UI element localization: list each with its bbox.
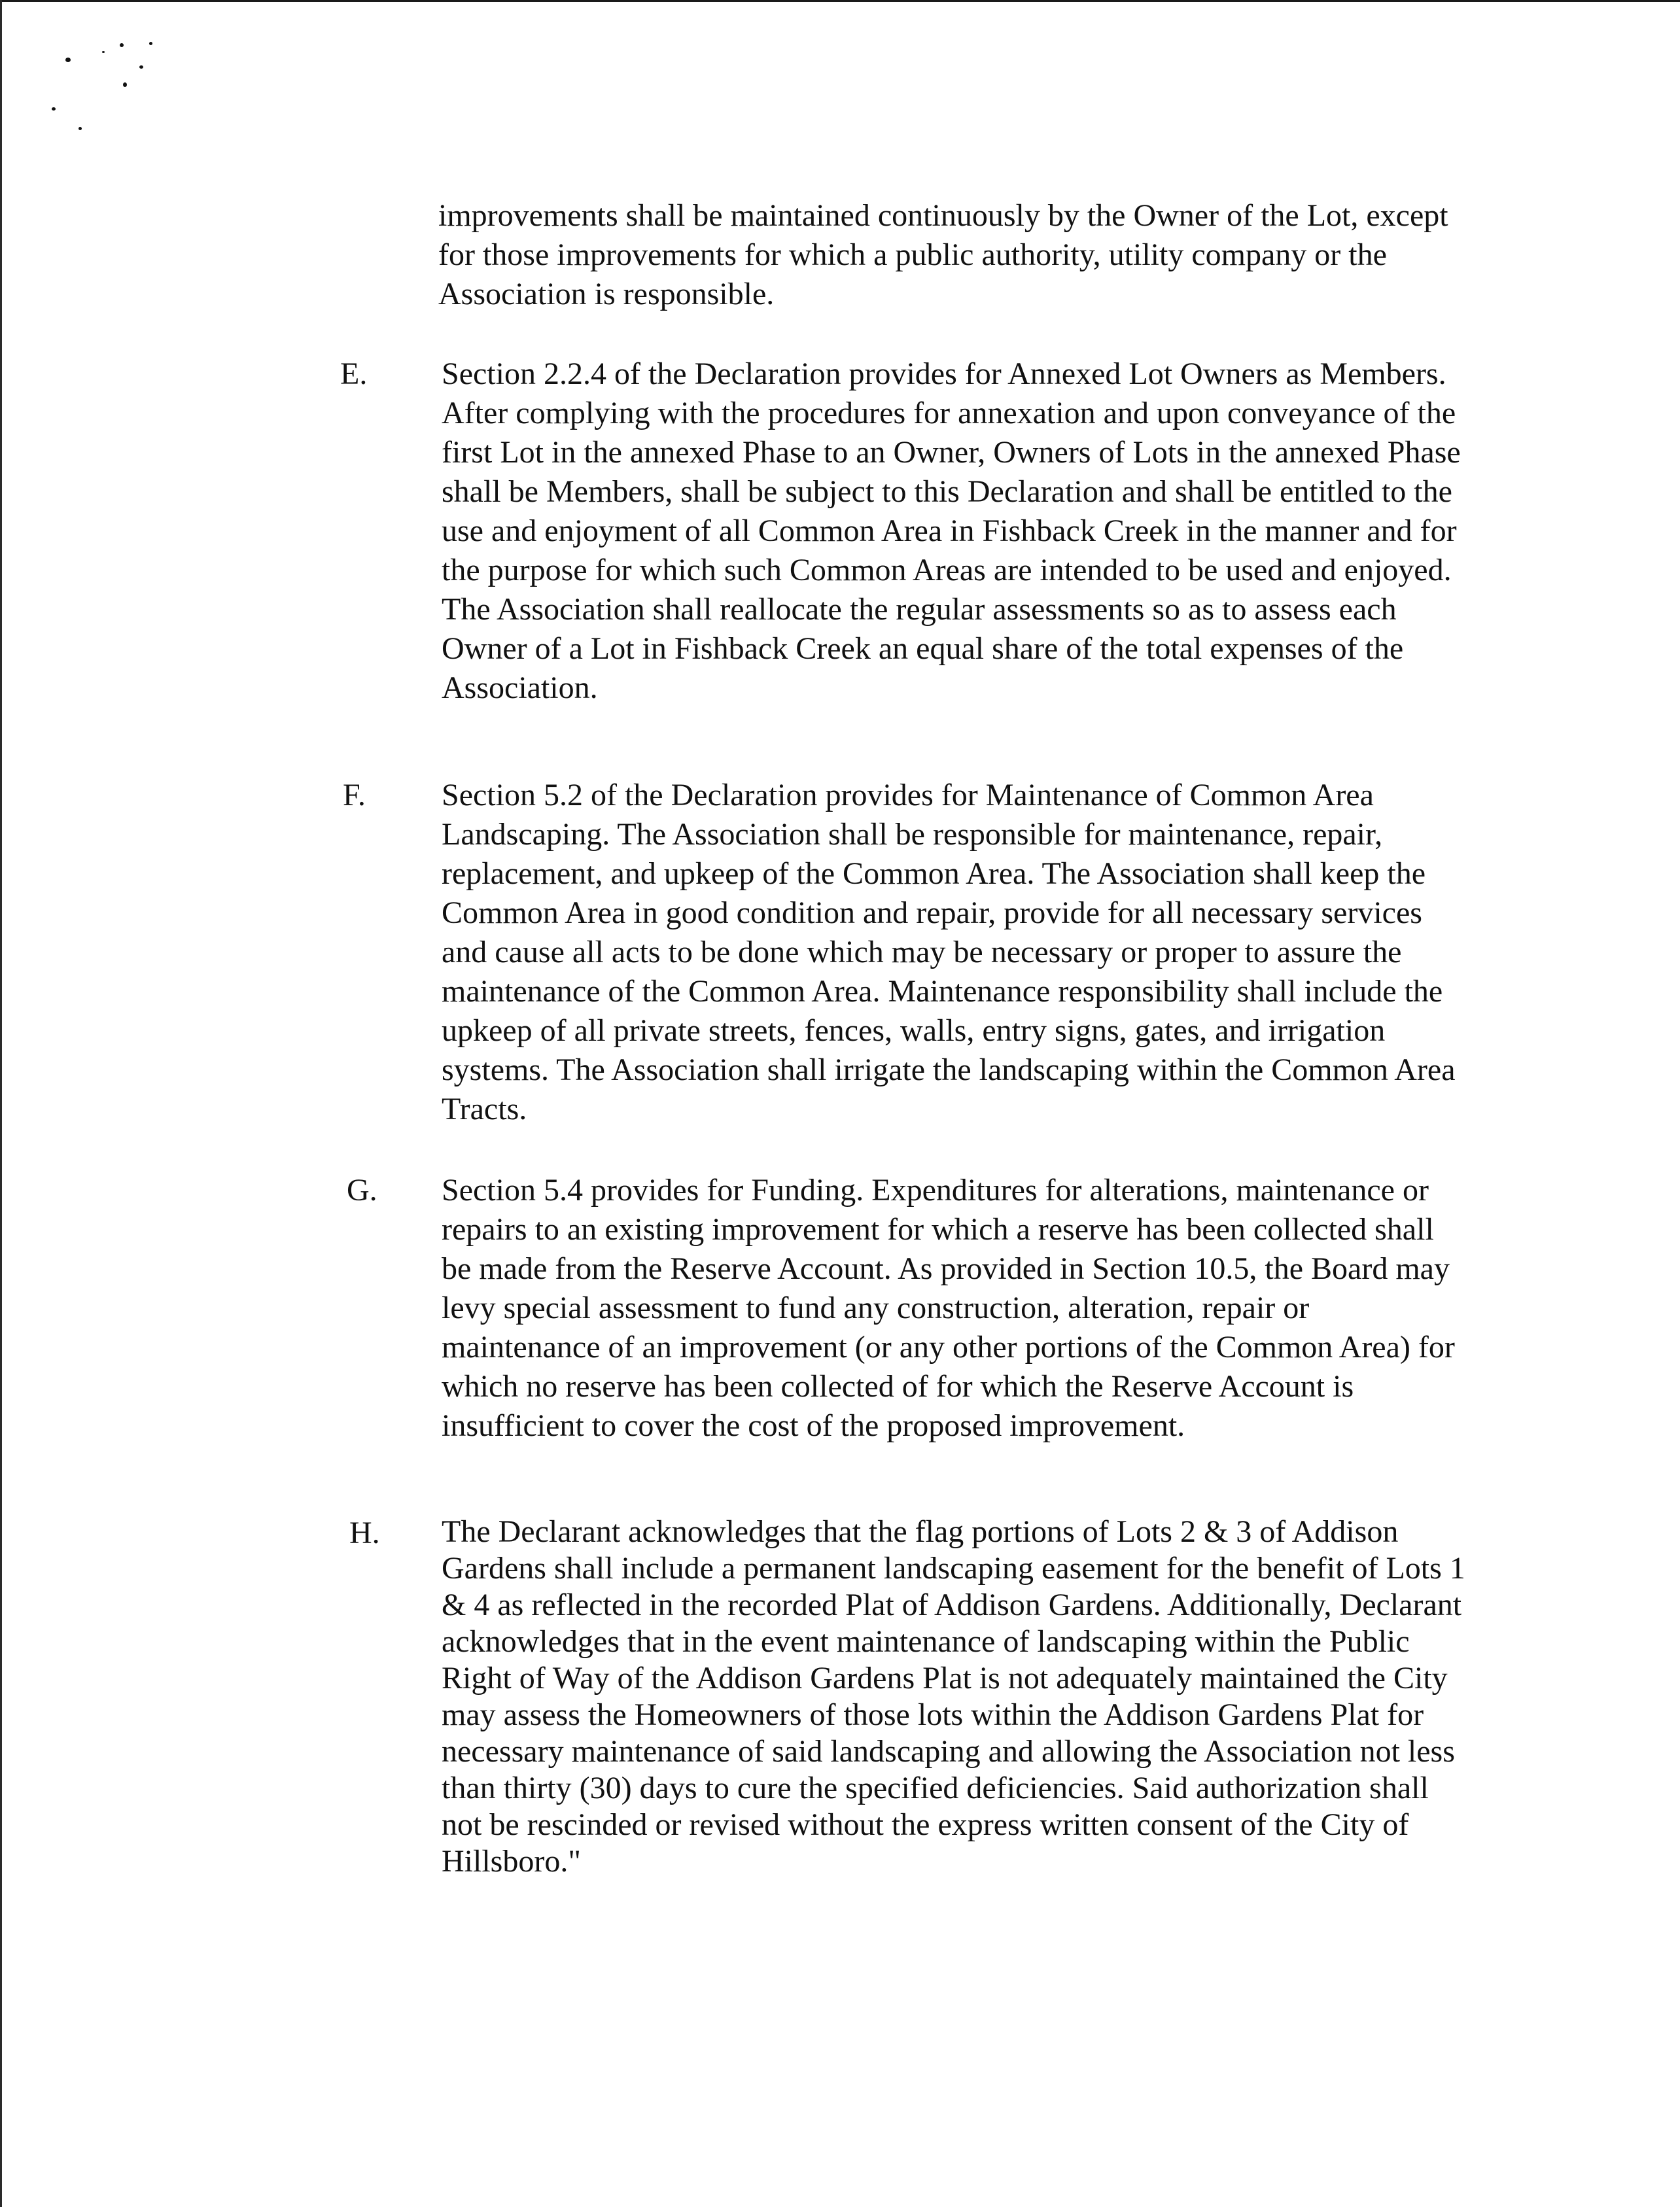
page-top-edge	[0, 0, 1680, 2]
intro-paragraph: improvements shall be maintained continuously by the Owner of the Lot, except for those improvements for which a public authority, utility company or the Association is responsible.	[438, 198, 1448, 311]
item-marker: G.	[347, 1173, 377, 1208]
item-marker: E.	[340, 356, 368, 391]
item-marker: H.	[349, 1516, 380, 1550]
item-marker: F.	[343, 778, 366, 812]
item-text: The Declarant acknowledges that the flag portions of Lots 2 & 3 of Addison Gardens shall include a permanent landscaping easement for the benefit of Lots 1 & 4 as reflected in the recorded Plat of Addison Gardens. Additionally, Declarant acknowledges that in the event maintenance of landscaping within the Public Right of Way of the Addison Gardens Plat is not adequately maintained the City may assess the Homeowners of those lots within the Addison Gardens Plat for necessary maintenance of said landscaping and allowing the Association not less than thirty (30) days to cure the specified deficiencies. Said authorization shall not be rescinded or revised without the express written consent of the City of Hillsboro."	[442, 1514, 1465, 1879]
page-left-edge	[0, 0, 2, 2207]
item-text: Section 2.2.4 of the Declaration provides for Annexed Lot Owners as Members. After complying with the procedures for annexation and upon conveyance of the first Lot in the annexed Phase to an Owner, Owners of Lots in the annexed Phase shall be Members, shall be subject to this Declaration and shall be entitled to the use and enjoyment of all Common Area in Fishback Creek in the manner and for the purpose for which such Common Areas are intended to be used and enjoyed. The Association shall reallocate the regular assessments so as to assess each Owner of a Lot in Fishback Creek an equal share of the total expenses of the Association.	[442, 356, 1461, 705]
item-text: Section 5.4 provides for Funding. Expenditures for alterations, maintenance or repairs to an existing improvement for which a reserve has been collected shall be made from the Reserve Account. As provided in Section 10.5, the Board may levy special assessment to fund any construction, alteration, repair or maintenance of an improvement (or any other portions of the Common Area) for which no reserve has been collected of for which the Reserve Account is insufficient to cover the cost of the proposed improvement.	[442, 1173, 1455, 1443]
item-text: Section 5.2 of the Declaration provides for Maintenance of Common Area Landscaping. The Association shall be responsible for maintenance, repair, replacement, and upkeep of the Common Area. The Association shall keep the Common Area in good condition and repair, provide for all necessary services and cause all acts to be done which may be necessary or proper to assure the maintenance of the Common Area. Maintenance responsibility shall include the upkeep of all private streets, fences, walls, entry signs, gates, and irrigation systems. The Association shall irrigate the landscaping within the Common Area Tracts.	[442, 778, 1456, 1126]
